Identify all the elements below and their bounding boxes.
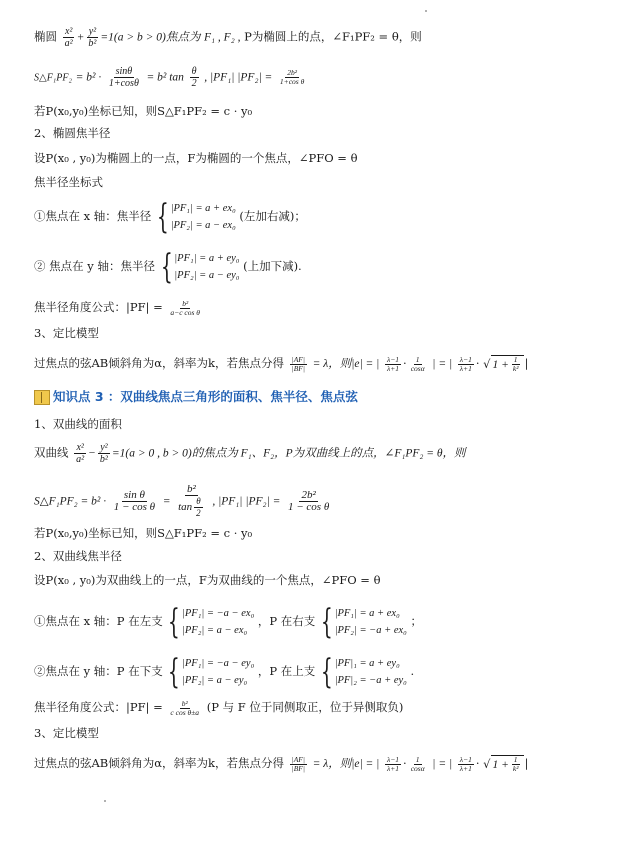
ellipse-case2-system: { |PF₁| = a + ey₀ |PF₂| = a − ey₀ bbox=[160, 247, 240, 287]
hyperbola-ratio-model: 过焦点的弦AB倾斜角为α，斜率为k，若焦点分得 $\frac{|AF|}{|BF|}$ = λ，则|e| = | $\frac{\lambda-1}{\lambda+1}$ · $\frac{1}{\cos\alpha}$ | = | $\frac{\lambda-1}{\lambda+1}$ · √ 1 + $\frac{1}{\text{k²}}$ | bbox=[34, 754, 529, 773]
ellipse-sec2-intro: 设P(x₀ , y₀)为椭圆上的一点，F为椭圆的一个焦点，∠PFO = θ bbox=[34, 151, 358, 165]
ellipse-intro: 椭圆 $\frac{\text{x²}}{\text{a²}}$ + $\frac{\text{y²}}{\text{b²}}$ =1(a > b > 0)焦点为 F₁ , F₂ , P为椭圆上的点，∠F₁PF₂ = θ，则 bbox=[34, 26, 422, 49]
ellipse-case1-system: { |PF₁| = a + ex₀ |PF₂| = a − ex₀ bbox=[156, 197, 236, 237]
ellipse-coord-known: 若P(x₀,y₀)坐标已知，则S△F₁PF₂ = c · y₀ bbox=[34, 104, 253, 118]
ellipse-area-formula: S△F₁PF₂ = b² · $\frac{\sin\theta}{1+\cos\theta}$ = b² tan $\frac{\theta}{2}$ , |PF₁| |PF₂| = $\frac{\text{2b²}}{\text{1+cos θ}}$ bbox=[34, 66, 305, 89]
hyperbola-area-formula: S△F₁PF₂ = b² · $\frac{\text{sin θ}}{\text{1 − cos θ}}$ = b² tan $\frac{\theta}{2}$ , |PF₁| |PF₂| = $\frac{\text{2b²}}{\text{1 − cos θ}}$ bbox=[34, 483, 330, 518]
scan-dot-bottom bbox=[104, 800, 106, 802]
pf-product-fraction: $\frac{\text{2b²}}{\text{1+cos θ}}$ bbox=[279, 68, 305, 86]
book-icon bbox=[34, 390, 50, 405]
hyperbola-sec1-title: 1、双曲线的面积 bbox=[34, 417, 122, 431]
half-angle-fraction: $\frac{\theta}{2}$ bbox=[191, 66, 197, 89]
ellipse-ratio-model: 过焦点的弦AB倾斜角为α，斜率为k，若焦点分得 $\frac{|AF|}{|BF|}$ = λ，则|e| = | $\frac{\lambda-1}{\lambda+1}$ · $\frac{1}{\cos\alpha}$ | = | $\frac{\lambda-1}{\lambda+1}$ · √ 1 + $\frac{1}{\text{k²}}$ | bbox=[34, 354, 529, 373]
area-fraction: $\frac{\sin\theta}{1+\cos\theta}$ bbox=[108, 66, 139, 89]
hyperbola-sec2-title: 2、双曲线焦半径 bbox=[34, 549, 122, 563]
ellipse-angle-formula: 焦半径角度公式：|PF| = $\frac{\text{b²}}{\text{a−c cos θ}}$ bbox=[34, 298, 200, 317]
hyperbola-sec3-title: 3、定比模型 bbox=[34, 726, 99, 740]
ellipse-sec2-title: 2、椭圆焦半径 bbox=[34, 126, 111, 140]
ellipse-coord-form-title: 焦半径坐标式 bbox=[34, 175, 103, 189]
ellipse-case2: ② 焦点在 y 轴：焦半径 { |PF₁| = a + ey₀ |PF₂| = a − ey₀ (上加下减). bbox=[34, 247, 302, 287]
angle-fraction: $\frac{\text{b²}}{\text{a−c cos θ}}$ bbox=[170, 298, 200, 317]
ellipse-case1: ①焦点在 x 轴：焦半径 { |PF₁| = a + ex₀ |PF₂| = a − ex₀ (左加右减)； bbox=[34, 197, 306, 237]
x2-over-a2: $\frac{\text{x²}}{\text{a²}}$ bbox=[64, 26, 73, 49]
hyperbola-angle-formula: 焦半径角度公式：|PF| = $\frac{\text{b²}}{\text{c cos θ±a}}$ (P 与 F 位于同侧取正，位于异侧取负) bbox=[34, 698, 404, 717]
ellipse-sec3-title: 3、定比模型 bbox=[34, 326, 99, 340]
kp3-heading: 知识点 3 ：双曲线焦点三角形的面积、焦半径、焦点弦 bbox=[34, 388, 611, 406]
scan-dot-top bbox=[425, 10, 427, 12]
hyperbola-case1: ①焦点在 x 轴：P 在左支 { |PF₁| = −a − ex₀ |PF₂| = a − ex₀ ，P 在右支 { |PF₁| = a + ex₀ |PF₂| = −a + ex₀ ； bbox=[34, 602, 422, 642]
hyperbola-coord-known: 若P(x₀,y₀)坐标已知，则S△F₁PF₂ = c · y₀ bbox=[34, 526, 253, 540]
hyperbola-case2: ②焦点在 y 轴：P 在下支 { |PF₁| = −a − ey₀ |PF₂| = a − ey₀ ，P 在上支 { |PF|₁ = a + ey₀ |PF|₂ = −a + ey₀ . bbox=[34, 652, 415, 692]
sqrt-expression: √ 1 + $\frac{1}{\text{k²}}$ bbox=[483, 355, 524, 374]
hyperbola-sec2-intro: 设P(x₀ , y₀)为双曲线上的一点，F为双曲线的一个焦点，∠PFO = θ bbox=[34, 573, 381, 587]
hyperbola-intro: 双曲线 $\frac{\text{x²}}{\text{a²}}$ − $\frac{\text{y²}}{\text{b²}}$ =1(a > 0 , b > 0)的焦点为 F₁、F₂，P为双曲线上的点，∠F₁PF₂ = θ，则 bbox=[34, 442, 466, 465]
y2-over-b2: $\frac{\text{y²}}{\text{b²}}$ bbox=[88, 26, 97, 49]
